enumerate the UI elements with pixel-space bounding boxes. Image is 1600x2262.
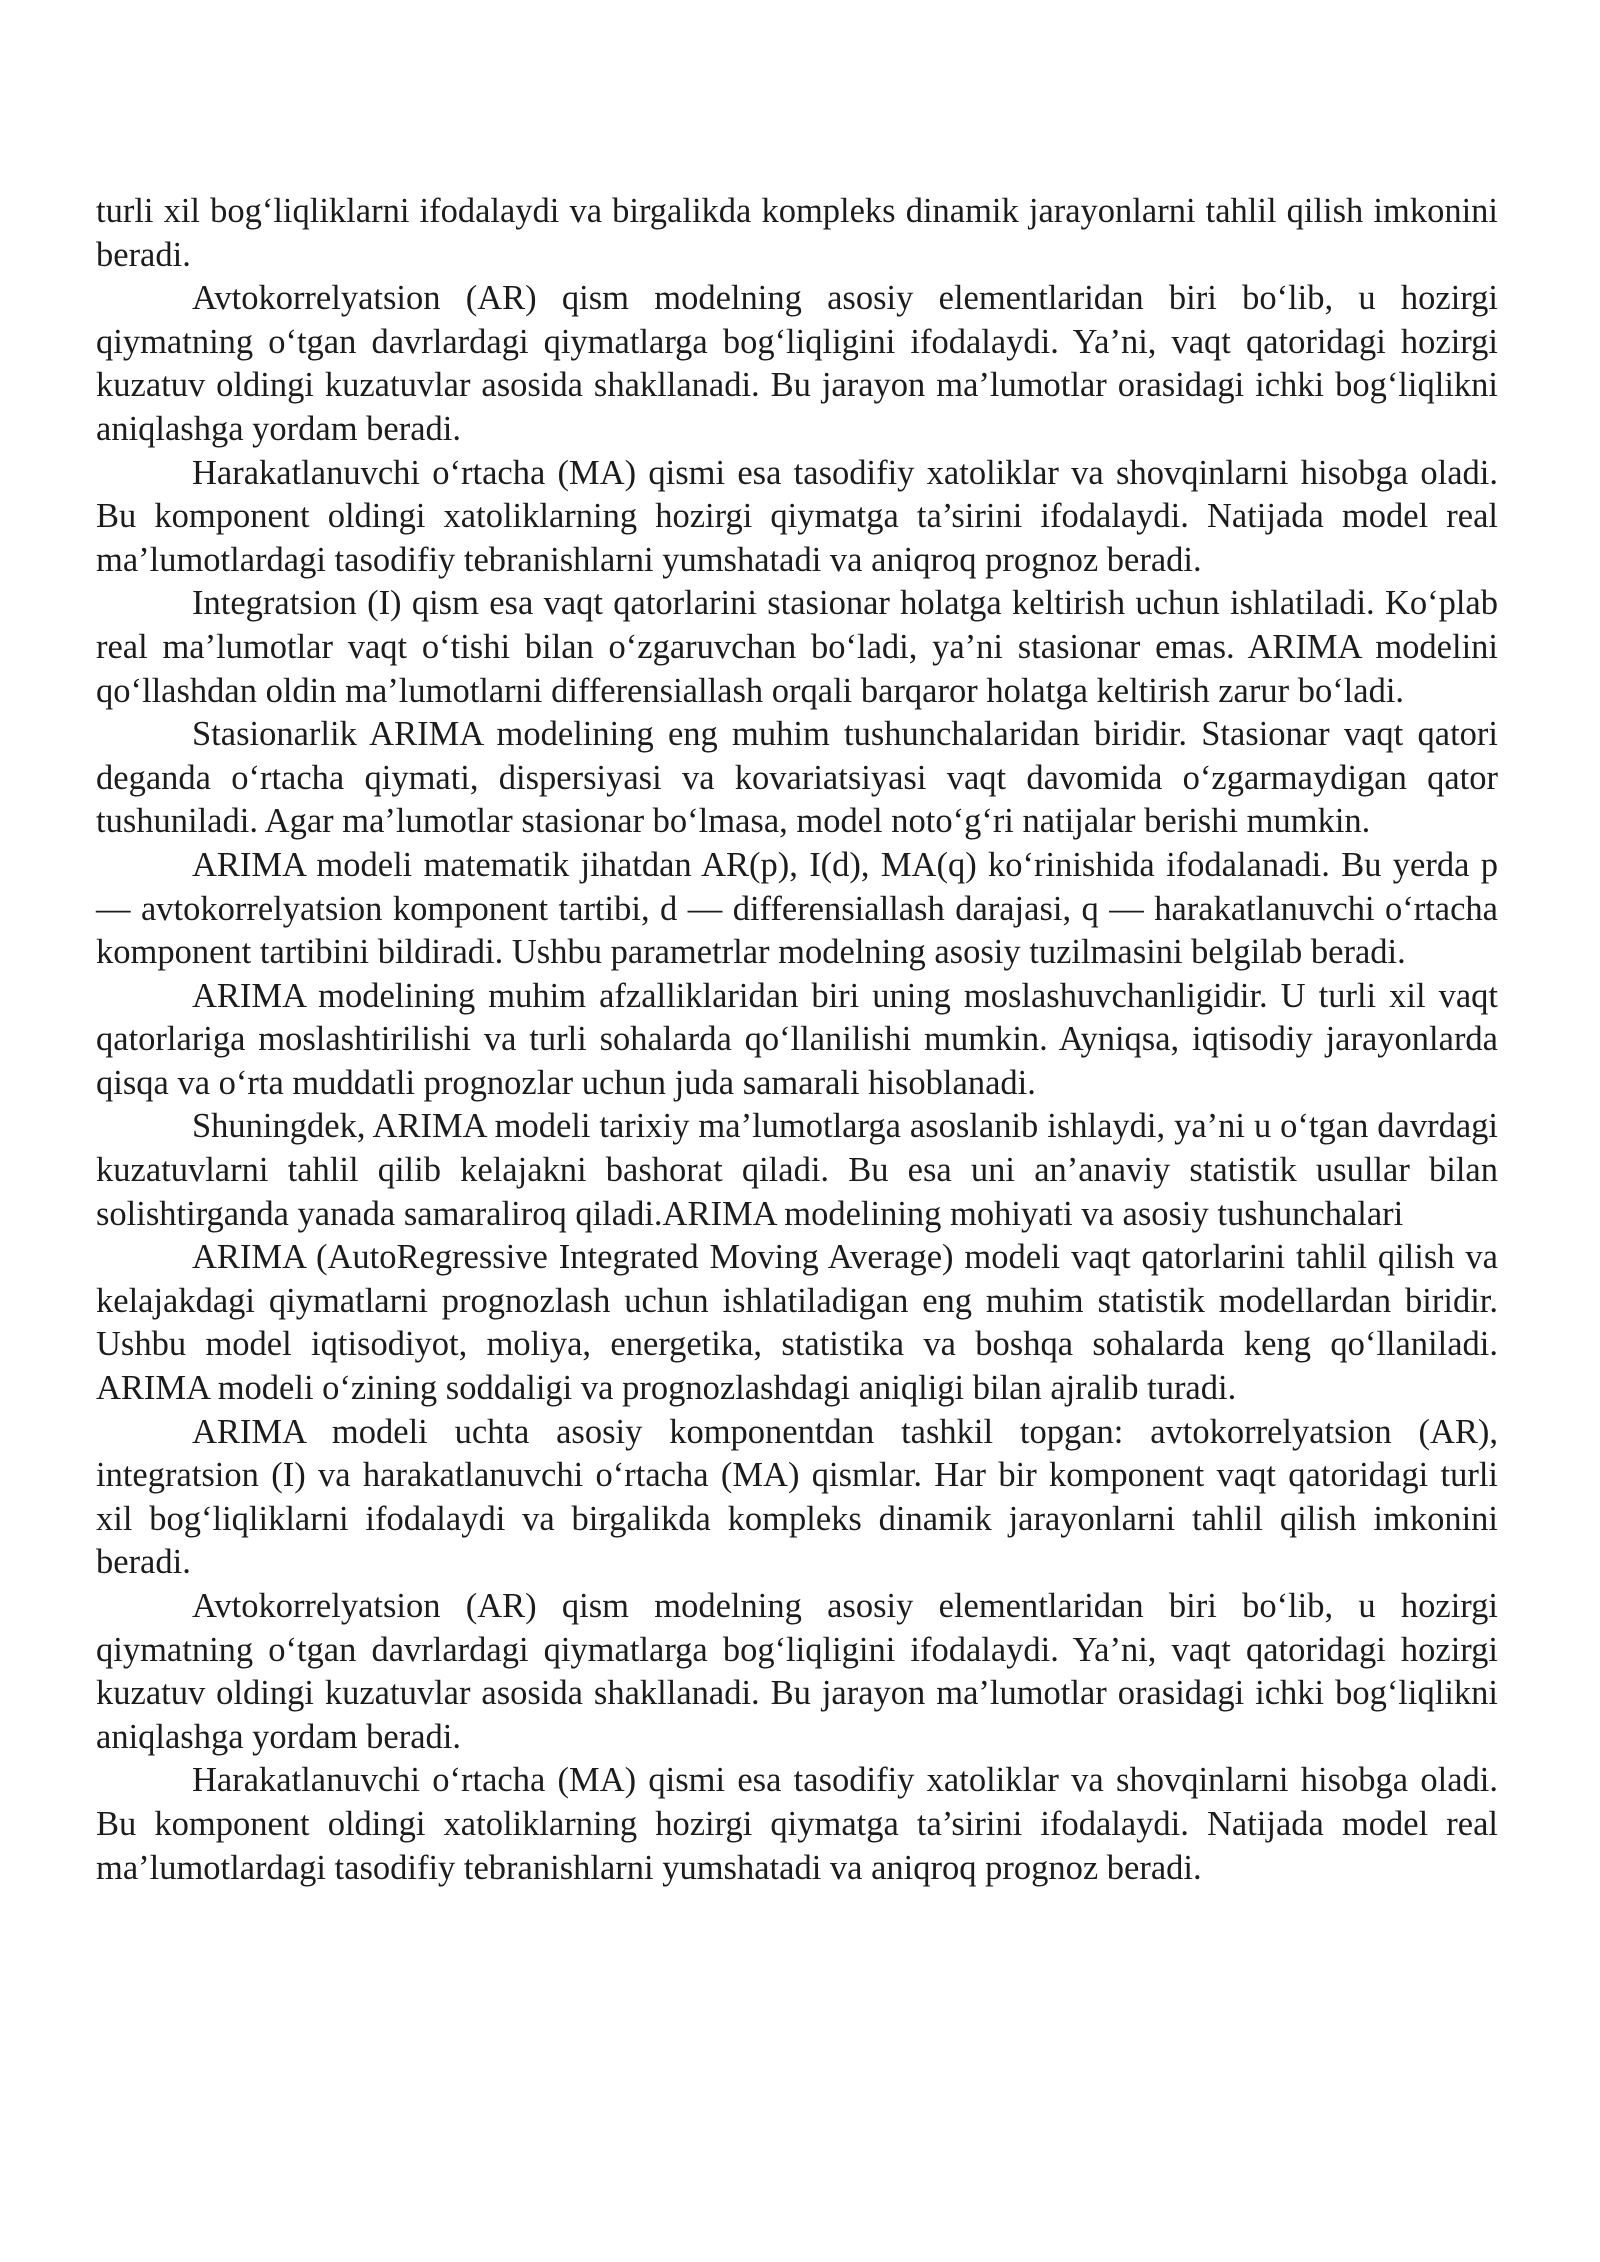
paragraph: ARIMA modeli uchta asosiy komponentdan tashkil topgan: avtokorrelyatsion (AR), integratsion (I) va harakatlanuvchi o‘rtacha (MA) qismlar. Har bir komponent vaqt qatoridagi turli xil bog‘liqliklarni ifodalaydi va birgalikda kompleks dinamik jarayonlarni tahlil qilish imkonini beradi.	[96, 1412, 1498, 1582]
paragraph: Integratsion (I) qism esa vaqt qatorlarini stasionar holatga keltirish uchun ishlatiladi. Ko‘plab real ma’lumotlar vaqt o‘tishi bilan o‘zgaruvchan bo‘ladi, ya’ni stasionar emas. ARIMA modelini qo‘llashdan oldin ma’lumotlarni differensiallash orqali barqaror holatga keltirish zarur bo‘ladi.	[96, 584, 1498, 710]
paragraph: Shuningdek, ARIMA modeli tarixiy ma’lumotlarga asoslanib ishlaydi, ya’ni u o‘tgan davrdagi kuzatuvlarni tahlil qilib kelajakni bashorat qiladi. Bu esa uni an’anaviy statistik usullar bilan solishtirganda yanada samaraliroq qiladi.ARIMA modelining mohiyati va asosiy tushunchalari	[96, 1107, 1498, 1233]
paragraph: Harakatlanuvchi o‘rtacha (MA) qismi esa tasodifiy xatoliklar va shovqinlarni hisobga oladi. Bu komponent oldingi xatoliklarning hozirgi qiymatga ta’sirini ifodalaydi. Natijada model real ma’lumotlardagi tasodifiy tebranishlarni yumshatadi va aniqroq prognoz beradi.	[96, 453, 1498, 579]
paragraph: ARIMA (AutoRegressive Integrated Moving Average) modeli vaqt qatorlarini tahlil qilish va kelajakdagi qiymatlarni prognozlash uchun ishlatiladigan eng muhim statistik modellardan biridir. Ushbu model iqtisodiyot, moliya, energetika, statistika va boshqa sohalarda keng qo‘llaniladi. ARIMA modeli o‘zining soddaligi va prognozlashdagi aniqligi bilan ajralib turadi.	[96, 1238, 1498, 1408]
paragraph: ARIMA modelining muhim afzalliklaridan biri uning moslashuvchanligidir. U turli xil vaqt qatorlariga moslashtirilishi va turli sohalarda qo‘llanilishi mumkin. Ayniqsa, iqtisodiy jarayonlarda qisqa va o‘rta muddatli prognozlar uchun juda samarali hisoblanadi.	[96, 976, 1498, 1102]
paragraph: ARIMA modeli matematik jihatdan AR(p), I(d), MA(q) ko‘rinishida ifodalanadi. Bu yerda p — avtokorrelyatsion komponent tartibi, d — differensiallash darajasi, q — harakatlanuvchi o‘rtacha komponent tartibini bildiradi. Ushbu parametrlar modelning asosiy tuzilmasini belgilab beradi.	[96, 845, 1498, 972]
paragraph-continued: turli xil bog‘liqliklarni ifodalaydi va birgalikda kompleks dinamik jarayonlarni tahlil qilish imkonini beradi.	[96, 192, 1498, 274]
document-page	[96, 190, 1498, 1890]
paragraph: Stasionarlik ARIMA modelining eng muhim tushunchalaridan biridir. Stasionar vaqt qatori deganda o‘rtacha qiymati, dispersiyasi va kovariatsiyasi vaqt davomida o‘zgarmaydigan qator tushuniladi. Agar ma’lumotlar stasionar bo‘lmasa, model noto‘g‘ri natijalar berishi mumkin.	[96, 715, 1498, 841]
paragraph: Avtokorrelyatsion (AR) qism modelning asosiy elementlaridan biri bo‘lib, u hozirgi qiymatning o‘tgan davrlardagi qiymatlarga bog‘liqligini ifodalaydi. Ya’ni, vaqt qatoridagi hozirgi kuzatuv oldingi kuzatuvlar asosida shakllanadi. Bu jarayon ma’lumotlar orasidagi ichki bog‘liqlikni aniqlashga yordam beradi.	[96, 279, 1498, 448]
paragraph: Avtokorrelyatsion (AR) qism modelning asosiy elementlaridan biri bo‘lib, u hozirgi qiymatning o‘tgan davrlardagi qiymatlarga bog‘liqligini ifodalaydi. Ya’ni, vaqt qatoridagi hozirgi kuzatuv oldingi kuzatuvlar asosida shakllanadi. Bu jarayon ma’lumotlar orasidagi ichki bog‘liqlikni aniqlashga yordam beradi.	[96, 1587, 1498, 1756]
paragraph: Harakatlanuvchi o‘rtacha (MA) qismi esa tasodifiy xatoliklar va shovqinlarni hisobga oladi. Bu komponent oldingi xatoliklarning hozirgi qiymatga ta’sirini ifodalaydi. Natijada model real ma’lumotlardagi tasodifiy tebranishlarni yumshatadi va aniqroq prognoz beradi.	[96, 1761, 1498, 1887]
